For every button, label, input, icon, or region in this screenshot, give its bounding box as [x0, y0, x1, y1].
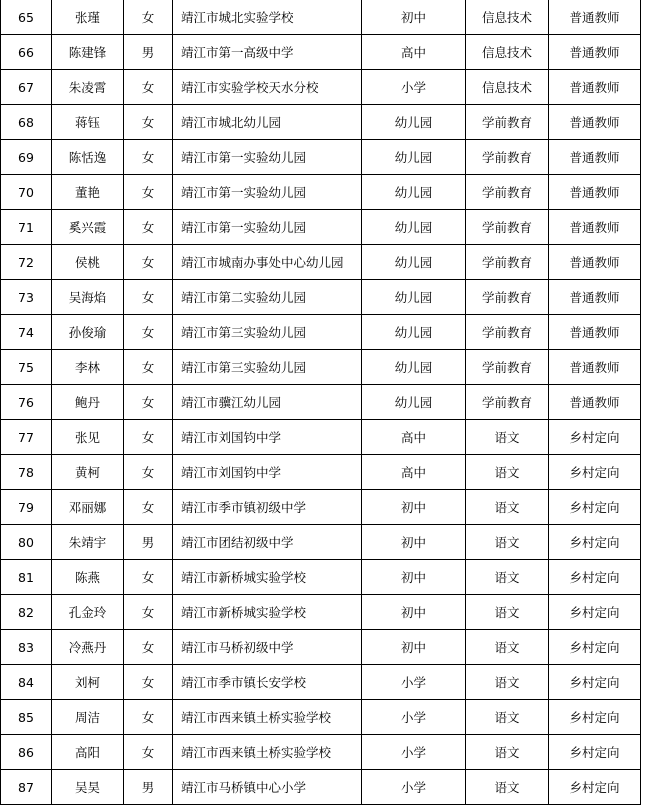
gender-cell: 女: [124, 280, 173, 315]
table-row: [1, 490, 641, 525]
serial-number-cell: 71: [1, 210, 52, 245]
name-cell: 冷燕丹: [52, 630, 124, 665]
name-cell: 孔金玲: [52, 595, 124, 630]
gender-cell: 女: [124, 665, 173, 700]
school-cell: 靖江市季市镇长安学校: [173, 665, 362, 700]
teacher-category-cell: 普通教师: [549, 140, 641, 175]
teacher-category-cell: 乡村定向: [549, 490, 641, 525]
gender-cell: 女: [124, 70, 173, 105]
teacher-category-cell: 乡村定向: [549, 560, 641, 595]
school-level-cell: 幼儿园: [362, 385, 466, 420]
table-row: [1, 35, 641, 70]
school-cell: 靖江市第一实验幼儿园: [173, 210, 362, 245]
school-level-cell: 幼儿园: [362, 280, 466, 315]
gender-cell: 女: [124, 560, 173, 595]
school-cell: 靖江市第一实验幼儿园: [173, 140, 362, 175]
subject-cell: 语文: [466, 560, 549, 595]
name-cell: 邓丽娜: [52, 490, 124, 525]
gender-cell: 男: [124, 525, 173, 560]
serial-number-cell: 65: [1, 0, 52, 35]
subject-cell: 学前教育: [466, 245, 549, 280]
gender-cell: 女: [124, 140, 173, 175]
school-cell: 靖江市马桥初级中学: [173, 630, 362, 665]
subject-cell: 语文: [466, 735, 549, 770]
school-level-cell: 幼儿园: [362, 105, 466, 140]
name-cell: 孙俊瑜: [52, 315, 124, 350]
school-cell: 靖江市第一实验幼儿园: [173, 175, 362, 210]
serial-number-cell: 80: [1, 525, 52, 560]
serial-number-cell: 81: [1, 560, 52, 595]
serial-number-cell: 73: [1, 280, 52, 315]
school-level-cell: 幼儿园: [362, 210, 466, 245]
school-cell: 靖江市团结初级中学: [173, 525, 362, 560]
table-row: [1, 315, 641, 350]
serial-number-cell: 85: [1, 700, 52, 735]
teacher-category-cell: 普通教师: [549, 35, 641, 70]
school-cell: 靖江市城南办事处中心幼儿园: [173, 245, 362, 280]
gender-cell: 女: [124, 735, 173, 770]
school-cell: 靖江市马桥镇中心小学: [173, 770, 362, 805]
serial-number-cell: 66: [1, 35, 52, 70]
school-level-cell: 初中: [362, 560, 466, 595]
school-level-cell: 幼儿园: [362, 315, 466, 350]
table-row: [1, 700, 641, 735]
serial-number-cell: 79: [1, 490, 52, 525]
school-level-cell: 小学: [362, 735, 466, 770]
school-cell: 靖江市刘国钧中学: [173, 455, 362, 490]
teacher-category-cell: 普通教师: [549, 385, 641, 420]
gender-cell: 女: [124, 105, 173, 140]
teacher-category-cell: 普通教师: [549, 210, 641, 245]
gender-cell: 女: [124, 700, 173, 735]
table-row: [1, 385, 641, 420]
school-level-cell: 初中: [362, 630, 466, 665]
table-row: [1, 350, 641, 385]
gender-cell: 女: [124, 595, 173, 630]
table-body: [1, 0, 641, 805]
gender-cell: 女: [124, 245, 173, 280]
gender-cell: 女: [124, 420, 173, 455]
gender-cell: 女: [124, 490, 173, 525]
table-row: [1, 210, 641, 245]
gender-cell: 女: [124, 0, 173, 35]
gender-cell: 男: [124, 35, 173, 70]
gender-cell: 女: [124, 210, 173, 245]
table-row: [1, 770, 641, 805]
school-level-cell: 高中: [362, 420, 466, 455]
school-cell: 靖江市第三实验幼儿园: [173, 315, 362, 350]
table-row: [1, 735, 641, 770]
teacher-category-cell: 普通教师: [549, 245, 641, 280]
subject-cell: 学前教育: [466, 350, 549, 385]
teacher-category-cell: 乡村定向: [549, 455, 641, 490]
gender-cell: 女: [124, 455, 173, 490]
school-level-cell: 幼儿园: [362, 175, 466, 210]
serial-number-cell: 83: [1, 630, 52, 665]
school-level-cell: 小学: [362, 70, 466, 105]
subject-cell: 语文: [466, 455, 549, 490]
name-cell: 朱凌霄: [52, 70, 124, 105]
name-cell: 黄柯: [52, 455, 124, 490]
serial-number-cell: 72: [1, 245, 52, 280]
school-level-cell: 小学: [362, 665, 466, 700]
name-cell: 朱靖宇: [52, 525, 124, 560]
table-row: [1, 525, 641, 560]
name-cell: 蒋钰: [52, 105, 124, 140]
serial-number-cell: 82: [1, 595, 52, 630]
teacher-category-cell: 普通教师: [549, 350, 641, 385]
name-cell: 陈燕: [52, 560, 124, 595]
school-level-cell: 幼儿园: [362, 245, 466, 280]
teacher-category-cell: 乡村定向: [549, 665, 641, 700]
teacher-category-cell: 普通教师: [549, 0, 641, 35]
school-cell: 靖江市季市镇初级中学: [173, 490, 362, 525]
name-cell: 吴昊: [52, 770, 124, 805]
subject-cell: 信息技术: [466, 35, 549, 70]
teacher-category-cell: 乡村定向: [549, 420, 641, 455]
name-cell: 鲍丹: [52, 385, 124, 420]
teacher-category-cell: 乡村定向: [549, 700, 641, 735]
table-row: [1, 630, 641, 665]
subject-cell: 信息技术: [466, 0, 549, 35]
teacher-category-cell: 普通教师: [549, 315, 641, 350]
serial-number-cell: 84: [1, 665, 52, 700]
serial-number-cell: 70: [1, 175, 52, 210]
school-cell: 靖江市第一高级中学: [173, 35, 362, 70]
subject-cell: 语文: [466, 490, 549, 525]
table-row: [1, 665, 641, 700]
table-row: [1, 140, 641, 175]
teacher-category-cell: 乡村定向: [549, 525, 641, 560]
subject-cell: 学前教育: [466, 280, 549, 315]
serial-number-cell: 75: [1, 350, 52, 385]
school-cell: 靖江市新桥城实验学校: [173, 595, 362, 630]
subject-cell: 学前教育: [466, 210, 549, 245]
gender-cell: 女: [124, 385, 173, 420]
subject-cell: 语文: [466, 665, 549, 700]
table-row: [1, 455, 641, 490]
table-row: [1, 70, 641, 105]
school-cell: 靖江市实验学校天水分校: [173, 70, 362, 105]
name-cell: 奚兴霞: [52, 210, 124, 245]
name-cell: 董艳: [52, 175, 124, 210]
subject-cell: 学前教育: [466, 140, 549, 175]
serial-number-cell: 74: [1, 315, 52, 350]
subject-cell: 语文: [466, 630, 549, 665]
name-cell: 张见: [52, 420, 124, 455]
table-row: [1, 245, 641, 280]
teacher-category-cell: 普通教师: [549, 280, 641, 315]
serial-number-cell: 87: [1, 770, 52, 805]
school-cell: 靖江市城北幼儿园: [173, 105, 362, 140]
serial-number-cell: 67: [1, 70, 52, 105]
school-cell: 靖江市骥江幼儿园: [173, 385, 362, 420]
teacher-category-cell: 乡村定向: [549, 595, 641, 630]
teacher-category-cell: 普通教师: [549, 105, 641, 140]
subject-cell: 学前教育: [466, 175, 549, 210]
school-cell: 靖江市第三实验幼儿园: [173, 350, 362, 385]
name-cell: 陈恬逸: [52, 140, 124, 175]
name-cell: 陈建锋: [52, 35, 124, 70]
name-cell: 侯桃: [52, 245, 124, 280]
school-level-cell: 幼儿园: [362, 350, 466, 385]
gender-cell: 女: [124, 315, 173, 350]
school-cell: 靖江市第二实验幼儿园: [173, 280, 362, 315]
serial-number-cell: 69: [1, 140, 52, 175]
gender-cell: 女: [124, 630, 173, 665]
teacher-category-cell: 普通教师: [549, 70, 641, 105]
school-level-cell: 初中: [362, 490, 466, 525]
serial-number-cell: 68: [1, 105, 52, 140]
subject-cell: 学前教育: [466, 385, 549, 420]
name-cell: 吴海焰: [52, 280, 124, 315]
table-row: [1, 175, 641, 210]
school-level-cell: 初中: [362, 525, 466, 560]
serial-number-cell: 77: [1, 420, 52, 455]
school-level-cell: 幼儿园: [362, 140, 466, 175]
table-row: [1, 0, 641, 35]
teacher-category-cell: 乡村定向: [549, 770, 641, 805]
school-cell: 靖江市刘国钧中学: [173, 420, 362, 455]
table-row: [1, 595, 641, 630]
subject-cell: 语文: [466, 595, 549, 630]
table-row: [1, 420, 641, 455]
school-level-cell: 初中: [362, 0, 466, 35]
subject-cell: 语文: [466, 770, 549, 805]
school-level-cell: 小学: [362, 700, 466, 735]
subject-cell: 语文: [466, 700, 549, 735]
school-level-cell: 小学: [362, 770, 466, 805]
table-row: [1, 560, 641, 595]
name-cell: 周洁: [52, 700, 124, 735]
subject-cell: 学前教育: [466, 105, 549, 140]
gender-cell: 女: [124, 350, 173, 385]
school-level-cell: 高中: [362, 455, 466, 490]
teacher-category-cell: 乡村定向: [549, 735, 641, 770]
gender-cell: 男: [124, 770, 173, 805]
school-cell: 靖江市西来镇土桥实验学校: [173, 700, 362, 735]
serial-number-cell: 78: [1, 455, 52, 490]
name-cell: 高阳: [52, 735, 124, 770]
name-cell: 张瑾: [52, 0, 124, 35]
table-row: [1, 280, 641, 315]
serial-number-cell: 76: [1, 385, 52, 420]
teacher-category-cell: 乡村定向: [549, 630, 641, 665]
serial-number-cell: 86: [1, 735, 52, 770]
school-level-cell: 高中: [362, 35, 466, 70]
name-cell: 李林: [52, 350, 124, 385]
school-cell: 靖江市西来镇土桥实验学校: [173, 735, 362, 770]
subject-cell: 语文: [466, 420, 549, 455]
gender-cell: 女: [124, 175, 173, 210]
subject-cell: 信息技术: [466, 70, 549, 105]
teacher-category-cell: 普通教师: [549, 175, 641, 210]
school-level-cell: 初中: [362, 595, 466, 630]
school-cell: 靖江市新桥城实验学校: [173, 560, 362, 595]
subject-cell: 学前教育: [466, 315, 549, 350]
subject-cell: 语文: [466, 525, 549, 560]
name-cell: 刘柯: [52, 665, 124, 700]
school-cell: 靖江市城北实验学校: [173, 0, 362, 35]
table-row: [1, 105, 641, 140]
